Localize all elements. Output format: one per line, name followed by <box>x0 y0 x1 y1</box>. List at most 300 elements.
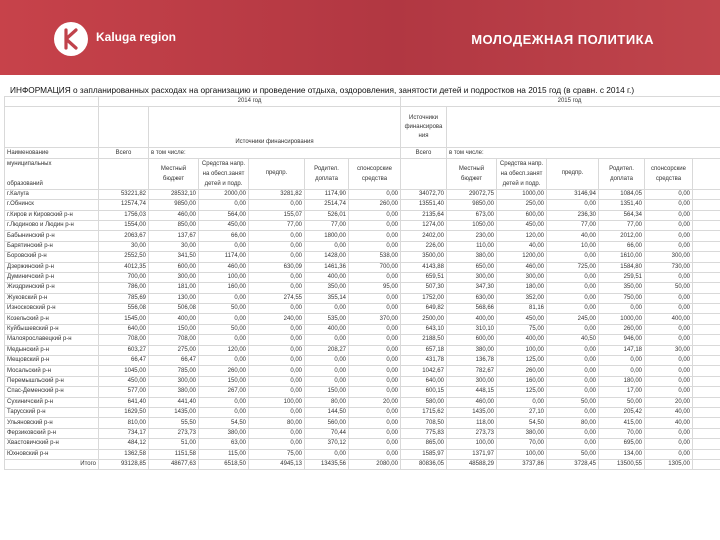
row-name: Куйбышевский р-н <box>5 324 99 334</box>
header-col-enterprise-2015: предпр. <box>547 158 599 189</box>
row-value: 400,00 <box>447 314 497 324</box>
row-value: 53221,82 <box>99 189 149 199</box>
total-value: 3737,86 <box>497 459 547 469</box>
row-value: 150,00 <box>149 324 199 334</box>
row-value: 130,00 <box>149 293 199 303</box>
row-value: 0,00 <box>547 439 599 449</box>
empty-cell <box>693 210 720 220</box>
row-value: 120,00 <box>199 345 249 355</box>
row-value: 0,00 <box>199 200 249 210</box>
row-value: 0,00 <box>645 449 693 459</box>
row-value: 0,00 <box>547 366 599 376</box>
row-value: 370,12 <box>305 439 349 449</box>
row-name: г.Обнинск <box>5 200 99 210</box>
row-value: 0,00 <box>349 241 401 251</box>
row-value: 0,00 <box>305 449 349 459</box>
row-value: 300,00 <box>447 272 497 282</box>
row-value: 259,51 <box>599 272 645 282</box>
row-value: 2000,00 <box>199 189 249 199</box>
row-value: 1174,00 <box>199 252 249 262</box>
row-value: 0,00 <box>349 189 401 199</box>
row-value: 1554,00 <box>99 220 149 230</box>
row-value: 370,00 <box>349 314 401 324</box>
row-value: 120,00 <box>497 231 547 241</box>
row-value: 450,00 <box>497 314 547 324</box>
row-value: 66,00 <box>199 231 249 241</box>
row-value: 20,00 <box>645 397 693 407</box>
row-value: 0,00 <box>349 418 401 428</box>
row-value: 70,00 <box>599 428 645 438</box>
empty-cell <box>693 345 720 355</box>
row-value: 673,00 <box>447 210 497 220</box>
row-value: 66,47 <box>99 356 149 366</box>
row-value: 245,00 <box>547 314 599 324</box>
row-value: 600,15 <box>401 387 447 397</box>
row-value: 1752,00 <box>401 293 447 303</box>
row-value: 0,00 <box>249 366 305 376</box>
row-value: 2402,00 <box>401 231 447 241</box>
row-value: 0,00 <box>305 304 349 314</box>
row-value: 80,00 <box>249 418 305 428</box>
header-col-local-2015: Местный бюджет <box>447 158 497 189</box>
row-value: 1151,58 <box>149 449 199 459</box>
row-value: 0,00 <box>349 231 401 241</box>
row-value: 0,00 <box>349 345 401 355</box>
row-value: 0,00 <box>249 200 305 210</box>
row-name: Сухиничский р-н <box>5 397 99 407</box>
row-value: 77,00 <box>547 220 599 230</box>
header-banner <box>0 0 720 75</box>
row-value: 946,00 <box>599 335 645 345</box>
row-value: 568,66 <box>447 304 497 314</box>
empty-cell <box>693 324 720 334</box>
table-row <box>5 189 720 199</box>
row-value: 0,00 <box>645 272 693 282</box>
row-value: 0,00 <box>349 220 401 230</box>
row-value: 181,00 <box>149 283 199 293</box>
header-blank <box>401 158 447 189</box>
row-value: 300,00 <box>149 272 199 282</box>
row-value: 30,00 <box>149 241 199 251</box>
row-value: 380,00 <box>497 428 547 438</box>
empty-cell <box>693 459 720 469</box>
row-value: 564,00 <box>199 210 249 220</box>
row-value: 810,00 <box>99 418 149 428</box>
empty-cell <box>693 200 720 210</box>
row-value: 785,00 <box>149 366 199 376</box>
row-value: 2188,50 <box>401 335 447 345</box>
row-value: 40,00 <box>645 418 693 428</box>
header-col-name: Наименование <box>5 148 99 158</box>
row-value: 1756,03 <box>99 210 149 220</box>
header-blank <box>99 158 149 189</box>
table-row <box>5 335 720 345</box>
row-value: 40,00 <box>497 241 547 251</box>
row-value: 77,00 <box>249 220 305 230</box>
row-value: 0,00 <box>249 407 305 417</box>
row-value: 110,00 <box>447 241 497 251</box>
row-value: 380,00 <box>447 345 497 355</box>
row-value: 0,00 <box>645 304 693 314</box>
row-name: Боровский р-н <box>5 252 99 262</box>
header-col-parent-2015: Родител. доплата <box>599 158 645 189</box>
row-value: 51,00 <box>149 439 199 449</box>
empty-cell <box>693 366 720 376</box>
row-value: 695,00 <box>599 439 645 449</box>
row-value: 1371,97 <box>447 449 497 459</box>
row-value: 0,00 <box>645 376 693 386</box>
row-value: 17,00 <box>599 387 645 397</box>
empty-cell <box>693 428 720 438</box>
row-value: 630,09 <box>249 262 305 272</box>
row-value: 273,73 <box>149 428 199 438</box>
header-blank <box>5 97 99 107</box>
empty-cell <box>693 335 720 345</box>
row-value: 3500,00 <box>401 252 447 262</box>
header-col-parent-2014: Родител. доплата <box>305 158 349 189</box>
row-value: 450,00 <box>99 376 149 386</box>
row-value: 460,00 <box>447 397 497 407</box>
row-value: 0,00 <box>349 376 401 386</box>
row-value: 431,78 <box>401 356 447 366</box>
row-value: 0,00 <box>645 387 693 397</box>
header-col-sponsor-2014: спонсорские средства <box>349 158 401 189</box>
row-value: 100,00 <box>497 345 547 355</box>
row-value: 100,00 <box>199 272 249 282</box>
row-value: 147,18 <box>599 345 645 355</box>
row-value: 350,00 <box>599 283 645 293</box>
empty-cell <box>693 241 720 251</box>
row-value: 0,00 <box>599 366 645 376</box>
row-value: 1045,00 <box>99 366 149 376</box>
row-value: 0,00 <box>249 304 305 314</box>
row-value: 400,00 <box>497 335 547 345</box>
row-value: 0,00 <box>547 387 599 397</box>
row-value: 12574,74 <box>99 200 149 210</box>
row-name: Тарусский р-н <box>5 407 99 417</box>
row-name: Износковский р-н <box>5 304 99 314</box>
row-value: 708,50 <box>401 418 447 428</box>
row-value: 0,00 <box>249 356 305 366</box>
row-value: 1174,90 <box>305 189 349 199</box>
table-row <box>5 356 720 366</box>
empty-cell <box>693 356 720 366</box>
row-name: Бабынинский р-н <box>5 231 99 241</box>
row-name: Козельский р-н <box>5 314 99 324</box>
header-col-name-2: муниципальных образований <box>5 158 99 189</box>
row-value: 0,00 <box>547 304 599 314</box>
row-value: 865,00 <box>401 439 447 449</box>
header-sources-2015: Источники финансирова ния <box>401 107 447 148</box>
row-value: 649,82 <box>401 304 447 314</box>
row-value: 0,00 <box>547 293 599 303</box>
row-value: 786,00 <box>99 283 149 293</box>
row-value: 50,00 <box>547 397 599 407</box>
row-value: 0,00 <box>349 324 401 334</box>
row-value: 0,00 <box>305 335 349 345</box>
row-value: 40,00 <box>645 407 693 417</box>
row-value: 240,00 <box>249 314 305 324</box>
row-value: 0,00 <box>249 324 305 334</box>
row-value: 640,00 <box>401 376 447 386</box>
empty-cell <box>693 439 720 449</box>
row-name: Мещовский р-н <box>5 356 99 366</box>
row-value: 208,27 <box>305 345 349 355</box>
row-value: 526,01 <box>305 210 349 220</box>
row-value: 734,17 <box>99 428 149 438</box>
row-value: 50,00 <box>547 449 599 459</box>
row-value: 66,00 <box>599 241 645 251</box>
row-value: 400,00 <box>645 314 693 324</box>
table-row <box>5 387 720 397</box>
row-value: 100,00 <box>497 449 547 459</box>
empty-cell <box>693 407 720 417</box>
row-value: 4143,88 <box>401 262 447 272</box>
empty-cell <box>693 189 720 199</box>
row-name: Барятинский р-н <box>5 241 99 251</box>
row-value: 150,00 <box>305 387 349 397</box>
row-value: 0,00 <box>645 356 693 366</box>
row-value: 118,00 <box>447 418 497 428</box>
row-value: 0,00 <box>547 345 599 355</box>
empty-cell <box>693 283 720 293</box>
row-value: 400,00 <box>149 314 199 324</box>
row-value: 380,00 <box>199 428 249 438</box>
row-value: 2135,64 <box>401 210 447 220</box>
empty-cell <box>693 387 720 397</box>
row-value: 205,42 <box>599 407 645 417</box>
header-year-2015: 2015 год <box>401 97 720 107</box>
header-col-total-2015: Всего <box>401 148 447 158</box>
row-name: Думиничский р-н <box>5 272 99 282</box>
row-value: 30,00 <box>99 241 149 251</box>
header-blank <box>447 107 720 148</box>
row-value: 600,00 <box>447 335 497 345</box>
row-value: 80,00 <box>305 397 349 407</box>
row-value: 0,00 <box>645 200 693 210</box>
row-value: 0,00 <box>305 366 349 376</box>
total-value: 13435,56 <box>305 459 349 469</box>
row-value: 0,00 <box>547 428 599 438</box>
row-value: 0,00 <box>645 241 693 251</box>
row-value: 650,00 <box>447 262 497 272</box>
table-row <box>5 252 720 262</box>
row-value: 0,00 <box>349 439 401 449</box>
row-value: 0,00 <box>349 366 401 376</box>
table-row <box>5 407 720 417</box>
row-value: 0,00 <box>305 241 349 251</box>
row-value: 34072,70 <box>401 189 447 199</box>
row-value: 125,00 <box>497 356 547 366</box>
row-value: 775,83 <box>401 428 447 438</box>
row-value: 95,00 <box>349 283 401 293</box>
header-col-state-2014: Средства напр. на обесп.занят детей и подр. <box>199 158 249 189</box>
row-value: 160,00 <box>497 376 547 386</box>
row-value: 28532,10 <box>149 189 199 199</box>
row-value: 1362,58 <box>99 449 149 459</box>
header-col-sponsor-2015: спонсорские средства <box>645 158 693 189</box>
row-value: 100,00 <box>447 439 497 449</box>
row-value: 0,00 <box>349 210 401 220</box>
table-row <box>5 272 720 282</box>
row-value: 0,00 <box>645 220 693 230</box>
empty-cell <box>693 418 720 428</box>
row-value: 0,00 <box>547 356 599 366</box>
row-value: 0,00 <box>645 324 693 334</box>
row-value: 1584,80 <box>599 262 645 272</box>
row-value: 0,00 <box>349 272 401 282</box>
row-value: 600,00 <box>497 210 547 220</box>
row-value: 0,00 <box>199 293 249 303</box>
row-value: 0,00 <box>645 335 693 345</box>
row-value: 0,00 <box>349 387 401 397</box>
row-value: 75,00 <box>249 449 305 459</box>
table-row <box>5 293 720 303</box>
row-value: 341,50 <box>149 252 199 262</box>
total-value: 48588,29 <box>447 459 497 469</box>
row-value: 134,00 <box>599 449 645 459</box>
total-value: 2080,00 <box>349 459 401 469</box>
total-value: 3728,45 <box>547 459 599 469</box>
row-value: 535,00 <box>305 314 349 324</box>
row-value: 380,00 <box>149 387 199 397</box>
row-value: 180,00 <box>599 376 645 386</box>
table-row <box>5 220 720 230</box>
total-value: 6518,50 <box>199 459 249 469</box>
empty-cell <box>693 252 720 262</box>
row-value: 0,00 <box>547 324 599 334</box>
row-value: 1428,00 <box>305 252 349 262</box>
table-header <box>5 97 720 190</box>
empty-cell <box>693 262 720 272</box>
row-value: 0,00 <box>349 356 401 366</box>
row-value: 1000,00 <box>497 189 547 199</box>
header-blank <box>99 107 149 148</box>
row-value: 0,00 <box>199 335 249 345</box>
row-value: 0,00 <box>599 304 645 314</box>
table-row <box>5 283 720 293</box>
empty-cell <box>693 231 720 241</box>
row-value: 630,00 <box>447 293 497 303</box>
table-body <box>5 189 720 470</box>
row-value: 1435,00 <box>447 407 497 417</box>
row-value: 355,14 <box>305 293 349 303</box>
row-value: 0,00 <box>249 272 305 282</box>
row-value: 260,00 <box>349 200 401 210</box>
row-value: 1800,00 <box>305 231 349 241</box>
table-row <box>5 210 720 220</box>
empty-cell <box>693 304 720 314</box>
row-value: 0,00 <box>249 387 305 397</box>
row-value: 0,00 <box>547 200 599 210</box>
row-value: 260,00 <box>599 324 645 334</box>
row-value: 115,00 <box>199 449 249 459</box>
row-name: г.Киров и Кировский р-н <box>5 210 99 220</box>
row-value: 63,00 <box>199 439 249 449</box>
header-col-total-2014: Всего <box>99 148 149 158</box>
row-value: 0,00 <box>249 252 305 262</box>
row-value: 55,50 <box>149 418 199 428</box>
row-value: 1435,00 <box>149 407 199 417</box>
row-value: 708,00 <box>149 335 199 345</box>
row-value: 226,00 <box>401 241 447 251</box>
row-value: 0,00 <box>349 293 401 303</box>
row-value: 577,00 <box>99 387 149 397</box>
row-value: 27,10 <box>497 407 547 417</box>
row-value: 0,00 <box>199 397 249 407</box>
header-col-local-2014: Местный бюджет <box>149 158 199 189</box>
row-value: 415,00 <box>599 418 645 428</box>
row-value: 785,69 <box>99 293 149 303</box>
header-col-state-2015: Средства напр. на обесп.занят детей и подр. <box>497 158 547 189</box>
row-value: 50,00 <box>199 324 249 334</box>
row-value: 0,00 <box>249 335 305 345</box>
row-value: 448,15 <box>447 387 497 397</box>
row-value: 1084,05 <box>599 189 645 199</box>
table-row <box>5 262 720 272</box>
row-value: 1200,00 <box>497 252 547 262</box>
row-value: 441,40 <box>149 397 199 407</box>
row-value: 1629,50 <box>99 407 149 417</box>
row-name: Малоярославецкий р-н <box>5 335 99 345</box>
table-row <box>5 304 720 314</box>
row-value: 9850,00 <box>149 200 199 210</box>
row-value: 230,00 <box>447 231 497 241</box>
row-value: 0,00 <box>547 252 599 262</box>
row-value: 50,00 <box>599 397 645 407</box>
row-value: 782,67 <box>447 366 497 376</box>
row-value: 0,00 <box>349 428 401 438</box>
row-value: 81,16 <box>497 304 547 314</box>
totals-row <box>5 459 720 469</box>
row-value: 1585,97 <box>401 449 447 459</box>
total-value: 1305,00 <box>645 459 693 469</box>
row-value: 507,30 <box>401 283 447 293</box>
row-value: 2063,67 <box>99 231 149 241</box>
row-value: 9850,00 <box>447 200 497 210</box>
row-value: 1050,00 <box>447 220 497 230</box>
row-value: 0,00 <box>249 428 305 438</box>
row-value: 0,00 <box>199 314 249 324</box>
row-value: 75,00 <box>497 324 547 334</box>
row-value: 0,00 <box>645 428 693 438</box>
table-row <box>5 397 720 407</box>
row-value: 1274,00 <box>401 220 447 230</box>
row-value: 20,00 <box>349 397 401 407</box>
table-row <box>5 439 720 449</box>
empty-cell <box>693 449 720 459</box>
row-value: 160,00 <box>199 283 249 293</box>
row-value: 150,00 <box>199 376 249 386</box>
row-value: 0,00 <box>645 439 693 449</box>
row-value: 643,10 <box>401 324 447 334</box>
row-value: 0,00 <box>645 293 693 303</box>
row-value: 0,00 <box>349 407 401 417</box>
table-row <box>5 418 720 428</box>
row-value: 0,00 <box>645 189 693 199</box>
row-value: 3281,82 <box>249 189 305 199</box>
row-name: Жиздринский р-н <box>5 283 99 293</box>
row-value: 66,47 <box>149 356 199 366</box>
table-row <box>5 428 720 438</box>
row-value: 0,00 <box>349 335 401 345</box>
row-value: 560,00 <box>305 418 349 428</box>
row-value: 750,00 <box>599 293 645 303</box>
row-value: 10,00 <box>547 241 599 251</box>
row-value: 350,00 <box>305 283 349 293</box>
row-value: 50,00 <box>199 304 249 314</box>
row-name: г.Людиново и Людин р-н <box>5 220 99 230</box>
